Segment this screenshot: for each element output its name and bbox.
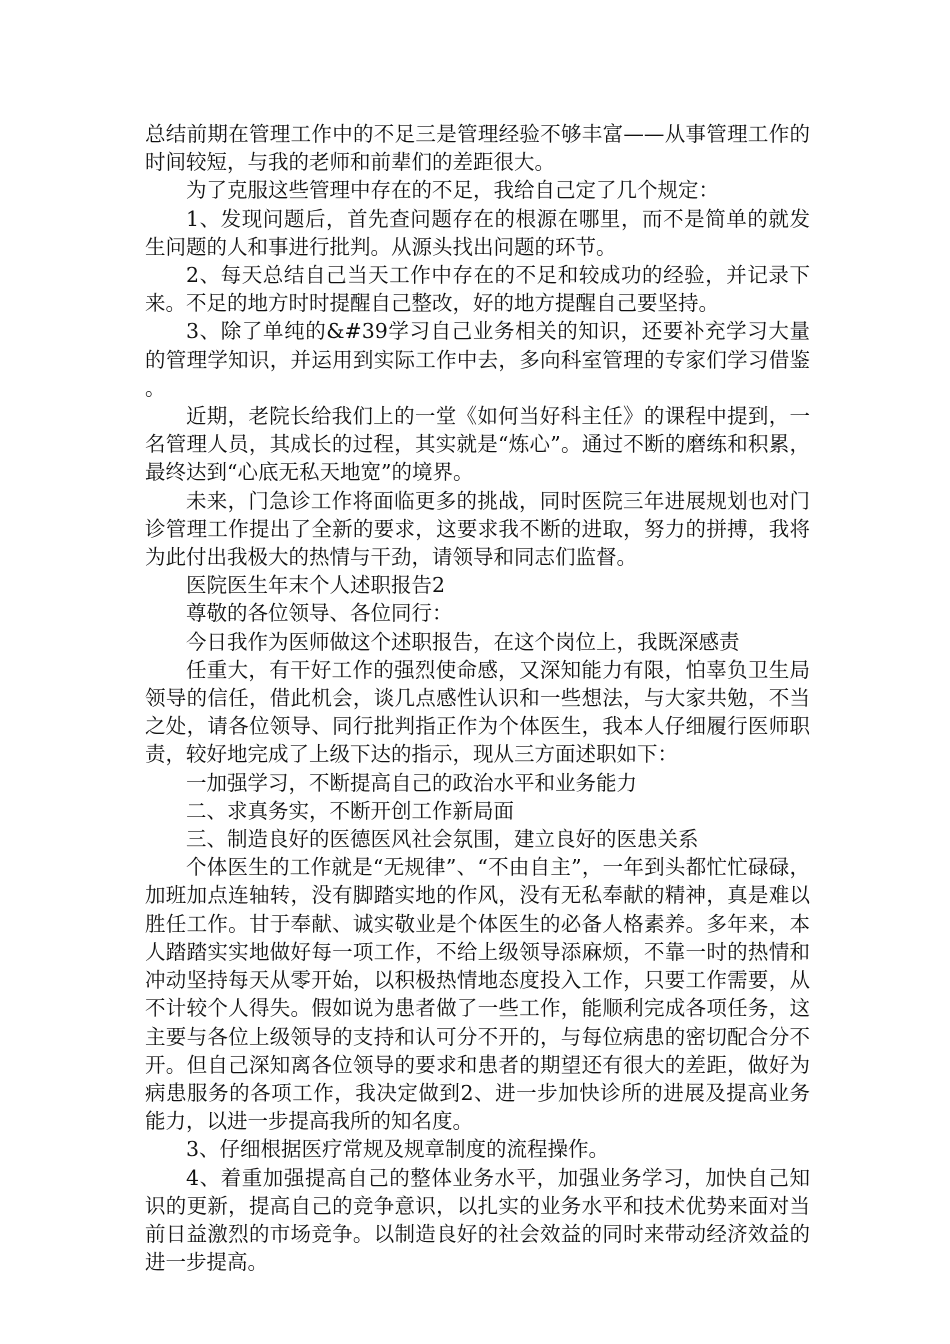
paragraph-15: 个体医生的工作就是“无规律”、“不由自主”，一年到头都忙忙碌碌，加班加点连轴转，没有脚踏实地的作风，没有无私奉献的精神，真是难以胜任工作。甘于奉献、诚实敬业是个体医生的必备人格素养。多年来，本人踏踏实实地做好每一项工作，不给上级领导添麻烦，不靠一时的热情和冲动坚持每天从零开始，以积极热情地态度投入工作，只要工作需要，从不计较个人得失。假如说为患者做了一些工作，能顺利完成各项任务，这主要与各位上级领导的支持和认可分不开的，与每位病患的密切配合分不开。但自己深知离各位领导的要求和患者的期望还有很大的差距，做好为病患服务的各项工作，我决定做到2、进一步加快诊所的进展及提高业务能力，以进一步提高我所的知名度。 bbox=[145, 855, 810, 1134]
paragraph-7: 未来，门急诊工作将面临更多的挑战，同时医院三年进展规划也对门诊管理工作提出了全新的要求，这要求我不断的进取，努力的拼搏，我将为此付出我极大的热情与干劲，请领导和同志们监督。 bbox=[145, 488, 810, 570]
paragraph-6: 近期，老院长给我们上的一堂《如何当好科主任》的课程中提到，一名管理人员，其成长的过程，其实就是“炼心”。通过不断的磨练和积累，最终达到“心底无私天地宽”的境界。 bbox=[145, 404, 810, 485]
salutation: 尊敬的各位领导、各位同行： bbox=[186, 601, 453, 626]
paragraph-5: 3、除了单纯的&#39学习自己业务相关的知识，还要补充学习大量的管理学知识，并运用到实际工作中去，多向科室管理的专家们学习借鉴。 bbox=[145, 319, 810, 400]
paragraph-2: 为了克服这些管理中存在的不足，我给自己定了几个规定： bbox=[186, 178, 719, 203]
section-heading: 医院医生年末个人述职报告2 bbox=[186, 573, 446, 598]
paragraph-4: 2、每天总结自己当天工作中存在的不足和较成功的经验，并记录下来。不足的地方时时提醒自己整改，好的地方提醒自己要坚持。 bbox=[145, 263, 810, 316]
paragraph-17: 4、着重加强提高自己的整体业务水平，加强业务学习，加快自己知识的更新，提高自己的竞争意识，以扎实的业务水平和技术优势来面对当前日益激烈的市场竞争。以制造良好的社会效益的同时来带动经济效益的进一步提高。 bbox=[145, 1165, 810, 1275]
paragraph-16: 3、仔细根据医疗常规及规章制度的流程操作。 bbox=[186, 1137, 610, 1162]
paragraph-3: 1、发现问题后，首先查问题存在的根源在哪里，而不是简单的就发生问题的人和事进行批判。从源头找出问题的环节。 bbox=[145, 206, 810, 259]
paragraph-10: 今日我作为医师做这个述职报告，在这个岗位上，我既深感责 bbox=[186, 629, 740, 654]
list-item-1: 一加强学习，不断提高自己的政治水平和业务能力 bbox=[186, 770, 637, 795]
document-body bbox=[145, 120, 810, 1276]
list-item-3: 三、制造良好的医德医风社会氛围，建立良好的医患关系 bbox=[186, 827, 699, 852]
list-item-2: 二、求真务实，不断开创工作新局面 bbox=[186, 798, 514, 823]
paragraph-1: 总结前期在管理工作中的不足三是管理经验不够丰富——从事管理工作的时间较短，与我的老师和前辈们的差距很大。 bbox=[145, 122, 810, 175]
paragraph-11: 任重大，有干好工作的强烈使命感，又深知能力有限，怕辜负卫生局领导的信任，借此机会，谈几点感性认识和一些想法，与大家共勉，不当之处，请各位领导、同行批判指正作为个体医生，我本人仔细履行医师职责，较好地完成了上级下达的指示，现从三方面述职如下： bbox=[145, 657, 810, 767]
